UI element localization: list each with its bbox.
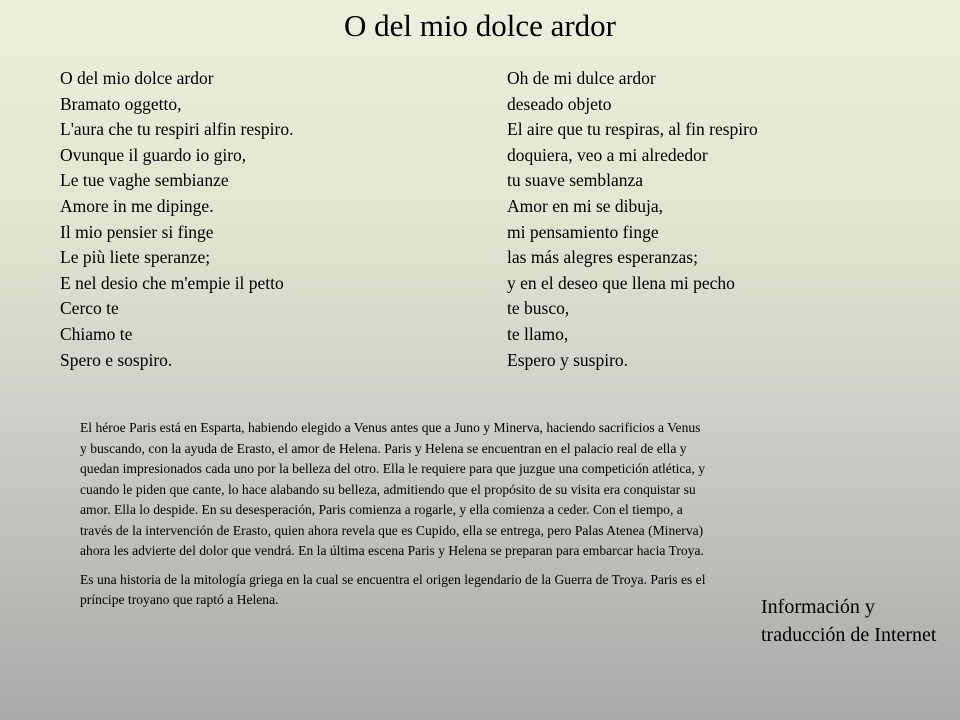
summary-paragraph: El héroe Paris está en Esparta, habiendo elegido a Venus antes que a Juno y Minerva, haciendo sacrificios a Venus y buscando, con la ayuda de Erasto, el amor de Helena. Paris y Helena se encuentran en el palacio real de ella y quedan impresionados cada uno por la belleza del otro. Ella le requiere para que juzgue una competición atlética, y cuando le piden que cante, lo hace alabando su belleza, admitiendo que el propósito de su visita era conquistar su amor. Ella lo despide. En su desesperación, Paris comienza a rogarle, y ella comienza a ceder. Con el tiempo, a través de la intervención de Erasto, quien ahora revela que es Cupido, ella se entrega, pero Palas Atenea (Minerva) ahora les advierte del dolor que vendrá. En la última escena Paris y Helena se preparan para embarcar hacia Troya. (80, 420, 706, 558)
poem-line: las más alegres esperanzas; (507, 247, 698, 268)
poem-line: Le tue vaghe sembianze (60, 170, 229, 191)
poem-line: doquiera, veo a mi alrededor (507, 144, 708, 165)
poem-line: te llamo, (507, 323, 569, 344)
poem-line: Cerco te (60, 298, 119, 319)
poem-line: Le più liete speranze; (60, 247, 211, 268)
poem-line: Oh de mi dulce ardor (507, 68, 656, 88)
poem-line: O del mio dolce ardor (60, 68, 214, 88)
poem-line: Amore in me dipinge. (60, 195, 214, 216)
poem-line: Ovunque il guardo io giro, (60, 144, 247, 165)
poem-line: Espero y suspiro. (507, 349, 629, 370)
poem-line: E nel desio che m'empie il petto (60, 272, 284, 293)
poem-line: Bramato oggetto, (60, 93, 182, 114)
poem-line: L'aura che tu respiri alfin respiro. (60, 119, 294, 140)
page-title: O del mio dolce ardor (343, 8, 617, 43)
poem-line: deseado objeto (507, 93, 612, 114)
poem-line: El aire que tu respiras, al fin respiro (507, 119, 758, 140)
poem-line: mi pensamiento finge (507, 221, 659, 242)
plot-summary (80, 418, 710, 619)
summary-paragraph: Es una historia de la mitología griega en la cual se encuentra el origen legendario de la Guerra de Troya. Paris es el príncipe troyano que raptó a Helena. (80, 571, 706, 607)
poem-line: tu suave semblanza (507, 170, 644, 191)
poem-line: y en el deseo que llena mi pecho (507, 272, 735, 293)
poem-line: Amor en mi se dibuja, (507, 195, 664, 216)
poem-spanish (507, 66, 758, 373)
poem-line: Chiamo te (60, 323, 133, 344)
poem-italian (60, 66, 293, 373)
poem-line: te busco, (507, 298, 570, 319)
source-credit: Información y traducción de Internet (761, 596, 937, 646)
poem-line: Il mio pensier si finge (60, 221, 214, 242)
poem-line: Spero e sospiro. (60, 349, 173, 370)
